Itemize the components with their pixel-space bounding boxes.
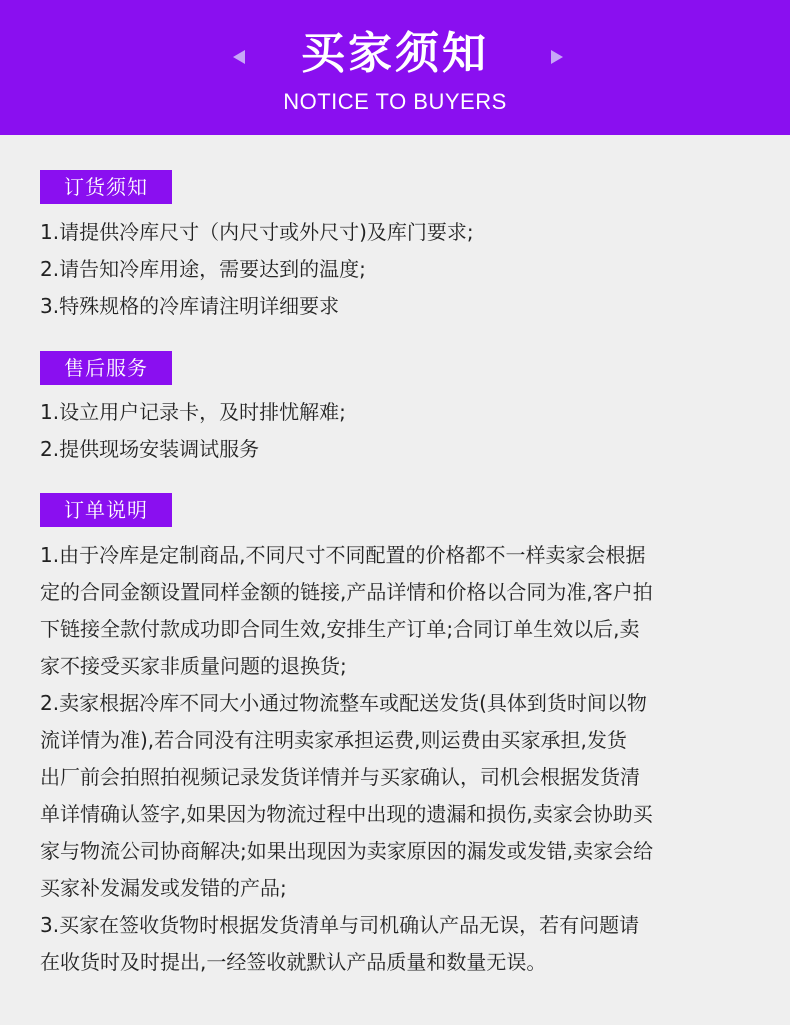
order-notes-line-4: 家不接受买家非质量问题的退换货; <box>40 654 347 678</box>
ordering-line-2: 2.请告知冷库用途，需要达到的温度; <box>40 257 366 281</box>
order-notes-line-2: 定的合同金额设置同样金额的链接,产品详情和价格以合同为准,客户拍 <box>40 580 653 604</box>
triangle-right-icon <box>551 50 563 64</box>
header-banner <box>0 0 790 135</box>
order-notes-line-6: 流详情为准),若合同没有注明卖家承担运费,则运费由买家承担,发货 <box>40 728 627 752</box>
ordering-line-3: 3.特殊规格的冷库请注明详细要求 <box>40 294 340 318</box>
after-sales-line-2: 2.提供现场安装调试服务 <box>40 437 260 461</box>
page-title: 买家须知 <box>301 28 489 79</box>
order-notes-line-10: 买家补发漏发或发错的产品; <box>40 876 287 900</box>
order-notes-line-1: 1.由于冷库是定制商品,不同尺寸不同配置的价格都不一样卖家会根据 <box>40 543 646 567</box>
section-label-after-sales: 售后服务 <box>40 351 172 385</box>
after-sales-line-1: 1.设立用户记录卡，及时排忧解难; <box>40 400 346 424</box>
order-notes-line-3: 下链接全款付款成功即合同生效,安排生产订单;合同订单生效以后,卖 <box>40 617 640 641</box>
ordering-line-1: 1.请提供冷库尺寸（内尺寸或外尺寸)及库门要求; <box>40 220 474 244</box>
order-notes-line-5: 2.卖家根据冷库不同大小通过物流整车或配送发货(具体到货时间以物 <box>40 691 647 715</box>
page-subtitle: NOTICE TO BUYERS <box>283 89 507 114</box>
order-notes-line-8: 单详情确认签字,如果因为物流过程中出现的遗漏和损伤,卖家会协助买 <box>40 802 653 826</box>
order-notes-line-12: 在收货时及时提出,一经签收就默认产品质量和数量无误。 <box>40 950 547 974</box>
order-notes-line-9: 家与物流公司协商解决;如果出现因为卖家原因的漏发或发错,卖家会给 <box>40 839 654 863</box>
section-label-ordering: 订货须知 <box>40 170 172 204</box>
section-label-order-notes: 订单说明 <box>40 493 172 527</box>
order-notes-line-7: 出厂前会拍照拍视频记录发货详情并与买家确认，司机会根据发货清 <box>40 765 640 789</box>
order-notes-line-11: 3.买家在签收货物时根据发货清单与司机确认产品无误，若有问题请 <box>40 913 640 937</box>
